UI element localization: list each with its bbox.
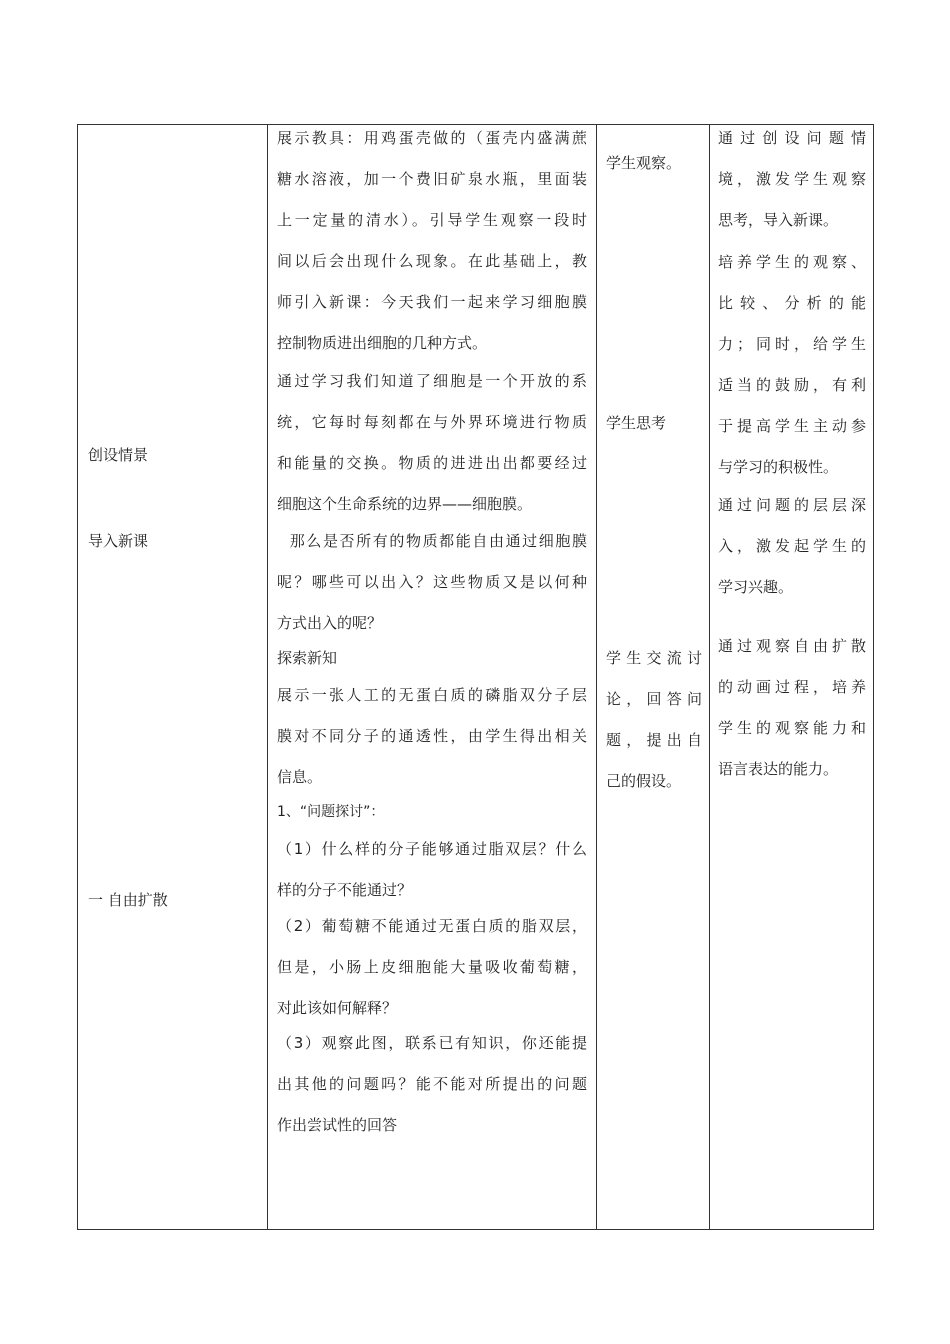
paragraph-problem-heading: 1、“问题探讨”： bbox=[277, 804, 385, 820]
section-label-ziyou: 一 自由扩散 bbox=[88, 891, 168, 909]
section-label-chuangshe: 创设情景 bbox=[88, 446, 149, 464]
student-observe: 学生观察。 bbox=[606, 154, 682, 172]
intent-create-situation: 通过创设问题情 境，激发学生观察 思考，导入新课。 bbox=[718, 129, 866, 229]
lesson-plan-table bbox=[77, 124, 874, 1230]
paragraph-question: 那么是否所有的物质都能自由通过细胞膜 呢？哪些可以出入？这些物质又是以何种 方式出入的呢？ bbox=[277, 532, 587, 632]
intent-observe-diffusion: 通过观察自由扩散 的动画过程，培养 学生的观察能力和 语言表达的能力。 bbox=[718, 637, 866, 778]
paragraph-explore: 探索新知 bbox=[277, 649, 338, 667]
intent-interest: 通过问题的层层深 入，激发起学生的 学习兴趣。 bbox=[718, 496, 866, 596]
paragraph-cell-system: 通过学习我们知道了细胞是一个开放的系 统，它每时每刻都在与外界环境进行物质 和能量的交换。物质的进进出出都要经过 细胞这个生命系统的边界——细胞膜。 bbox=[277, 372, 587, 513]
paragraph-show-image: 展示一张人工的无蛋白质的磷脂双分子层 膜对不同分子的通透性，由学生得出相关 信息。 bbox=[277, 686, 587, 786]
column-divider bbox=[709, 125, 710, 1229]
column-divider bbox=[267, 125, 268, 1229]
paragraph-question-3: （3）观察此图，联系已有知识，你还能提 出其他的问题吗？能不能对所提出的问题 作出尝试性的回答 bbox=[277, 1034, 587, 1134]
paragraph-question-2: （2）葡萄糖不能通过无蛋白质的脂双层， 但是，小肠上皮细胞能大量吸收葡萄糖， 对此该如何解释？ bbox=[277, 917, 587, 1017]
paragraph-question-1: （1）什么样的分子能够通过脂双层？什么 样的分子不能通过？ bbox=[277, 840, 587, 899]
intent-cultivate: 培养学生的观察、 比较、分析的能 力；同时，给学生 适当的鼓励，有利 于提高学生主动参 与学习的积极性。 bbox=[718, 253, 866, 476]
paragraph-demo: 展示教具：用鸡蛋壳做的（蛋壳内盛满蔗 糖水溶液，加一个费旧矿泉水瓶，里面装 上一定量的清水）。引导学生观察一段时 间以后会出现什么现象。在此基础上，教 师引入新课：今天我们一起来学习细胞膜 控制物质进出细胞的几种方式。 bbox=[277, 129, 587, 352]
student-think: 学生思考 bbox=[606, 414, 667, 432]
section-label-daoru: 导入新课 bbox=[88, 532, 149, 550]
column-divider bbox=[596, 125, 597, 1229]
student-discuss: 学生交流讨 论，回答问 题，提出自 己的假设。 bbox=[606, 649, 702, 790]
